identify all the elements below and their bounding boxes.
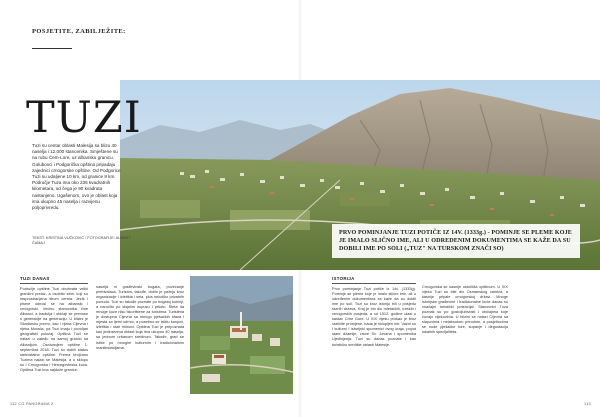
column-text: Područje opštine Tuzi obuhvata veliki granični prelaz, a osobito sela, koji su rasprostranjena širom centra. Jezik i pisme odnosi se na albanski i crnogorski. Većinu stanovnika čine Albanci, a tradicija i običaji se prenose s generacije na generaciju. U blizini je Skadarsko jezero, kao i rijeka Cijevna i rijeka Morača, pa Tuzi imaju i povoljan geografski položaj. Opština Tuzi se nalazi u zaleđu na samoj granici sa Albanijom. Osnivanjem opštine 1. septembra 2018. Tuzi su dobili status samostalne opštine. Prema brojčanu Tuzima nalazi se Malesija, a u sklopu su i Crnogorska i Hercegovinska kuća. Opština Tuzi ima najduže granice. xyxy=(20,287,88,372)
column-tuzi-danas xyxy=(20,276,88,373)
pull-quote: PRVO POMINJANJE TUZI POTIČE IZ 14V. (1333g.) - POMINJE SE PLEME KOJE JE IMALO SLIČNO IME, ALI U ODREDENIM DOKUMENTIMA SE KAŽE DA SU DOBILI IME PO SOLI („TUZ" NA TURSKOM ZNAČI SO) xyxy=(332,224,580,258)
article-title: TUZI xyxy=(26,93,142,143)
aerial-illustration xyxy=(190,276,293,394)
heading-rule xyxy=(332,283,416,284)
folio-left: 112 CG PANORAMA 2 xyxy=(10,402,54,406)
kicker-rule xyxy=(32,48,72,49)
column-text: Crnogorska se kasnije ustoličila opštinom. U XIX vijeku Tuzi su bile dio Osmanskog carstva, a kasnije pripale crnogorskoj državi. Mnoge istorijske građevine i tradicionalne kuće danas su značajni turistički potencijal. Stanovnici Tuza poznati su po gostoljubivosti i običajima koje čuvaju vijekovima. U blizini se nalazi Cijevna sa slapovima i netaknutom prirodom, a posjetiocima se nude pješačke ture, kupanje i degustacija lokalnih specijaliteta. xyxy=(422,285,508,335)
aerial-photo xyxy=(190,276,293,394)
folio-right: 113 xyxy=(584,402,591,406)
column-continued xyxy=(96,276,184,351)
column-heading: ISTORIJA xyxy=(332,276,355,281)
column-text: naselja ni građevinski bogata, povećanje prebivalaca. Turizam, takođe, dobio je pažnju kroz organizacije i izletišta i sela, plus nekoliko privatnih ponuda. Tuzi su takođe poznate po bogatoj kuhinji, a naročito po kisjelim kupusu i pršutu. Šteta da mnoge kuće nisu iskorištene za turistima. Turistima je dostupna Cijevna sa mnogo pješačkih staza i mjesta za ljetni odmor, a posebno se ističu kanjoni, izletišta i stari mlinovi. Opština Tuzi je prepoznata kao jedinstvena oblast koja ima ukupno 40 naselja, sa jednom urbanom sredinom. Takođe, grad se ističe po mnogim kulturnim i tradicionalnim manifestacijama. xyxy=(96,285,184,350)
column-istorija-continued xyxy=(422,276,508,335)
column-heading: TUZI DANAS xyxy=(20,276,50,281)
column-text: Prvo pominjanje Tuzi potiče iz 14v. (1333g). Pominje se pleme koje je imalo slično ime, ali u određenim dokumentima se kaže da su dobili ime po soli. Tuzi su kroz istoriju bili u posjedu raznih država. Kraj je bio dio mletačkih, turskih i crnogorskih posjeda, a od 1912. godine ulazi u sastav Crne Gore. U XIX vijeku prošao je kroz različite promjene, kada je sklopljen mir. Važni su i kulturni i istorijski spomenici ovog kraja, poput stare džamije, crkve Sv. Jovana i spomenika Ujedinjenja. Tuzi su danas poznate i kao turističko središte oblasti Malesije. xyxy=(332,287,416,347)
column-istorija xyxy=(332,276,416,348)
heading-rule xyxy=(20,283,88,284)
intro-paragraph: Tuzi su centar oblasti Malesija sa blizu 40 naselja i 12.000 stanovnika. Smještene su na rubu Ćem-Lore, uz albansku granicu. Golubovci i Podgorička opština pripadaju zajednici crnogorske opštine. Od Podgorice Tuzi su udaljene 10 km, od granice 8 km. Područje Tuza ima oko 236 kvadratnih kilometara, od čega je 90 kvadrata nastanjeno. Ugašenom, ovo je oblast koja ima ukupno 45 naselja i razvijenu poljoprivredu. xyxy=(32,143,121,211)
photo-credit: TEKST: KRISTINA VUČKOVIĆ / FOTOGRAFIJE: ALBERT ČAMAJ xyxy=(32,236,131,246)
section-kicker: POSJETITE, ZABILJEŽITE: xyxy=(32,28,126,35)
